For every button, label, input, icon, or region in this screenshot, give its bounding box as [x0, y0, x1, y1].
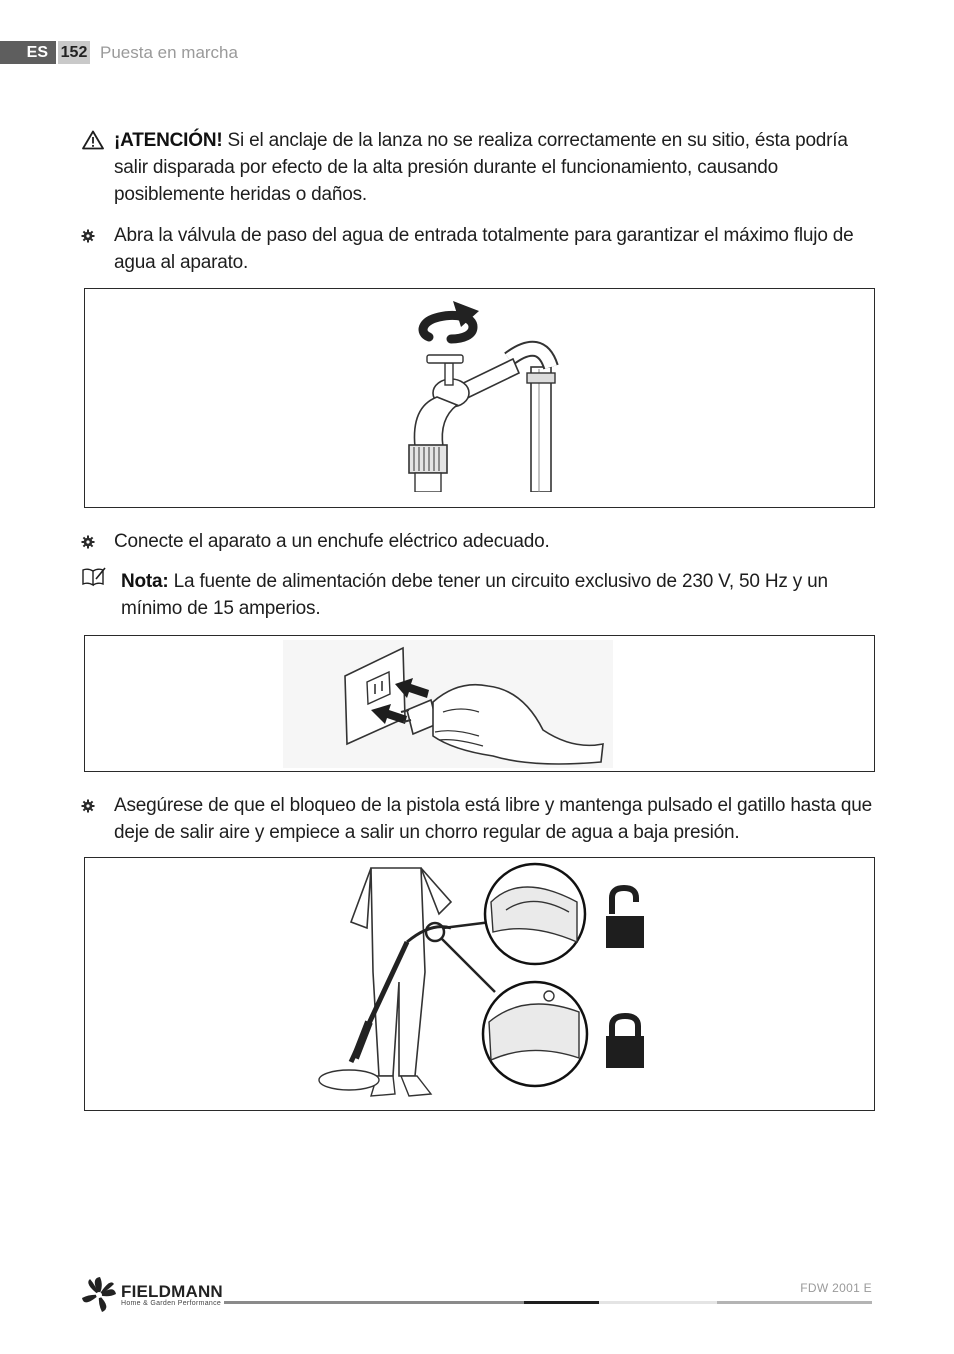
note-text: La fuente de alimentación debe tener un circuito exclusivo de 230 V, 50 Hz y un mínimo de 15 amperios.: [121, 571, 828, 619]
plug-socket-illustration: [283, 640, 613, 768]
gear-bullet-icon: [81, 535, 95, 549]
figure-gun-lock: [84, 857, 875, 1111]
model-code: FDW 2001 E: [800, 1281, 872, 1295]
page-number: 152: [58, 41, 90, 64]
figure-power-plug: [84, 635, 875, 772]
bullet-2-text: Conecte el aparato a un enchufe eléctrico adecuado.: [114, 531, 550, 552]
warning-paragraph: [114, 127, 874, 208]
note-pencil-icon: [82, 567, 106, 587]
note-paragraph: [121, 568, 874, 622]
brand-name: FIELDMANN: [121, 1282, 223, 1301]
gear-bullet-icon: [81, 799, 95, 813]
bullet-1-text: Abra la válvula de paso del agua de entrada totalmente para garantizar el máximo flujo de agua al aparato.: [114, 225, 854, 273]
language-tab: ES: [0, 41, 56, 64]
warning-label: ¡ATENCIÓN!: [114, 130, 223, 151]
footer-rule-mid: [717, 1301, 872, 1304]
section-title: Puesta en marcha: [100, 43, 238, 62]
fieldmann-logo-icon: [80, 1276, 118, 1314]
brand-tagline: Home & Garden Performance: [121, 1300, 222, 1307]
bullet-3-text: Asegúrese de que el bloqueo de la pistola está libre y mantenga pulsado el gatillo hasta que deje de salir aire y empiece a salir un chorro regular de agua a baja presión.: [114, 795, 872, 843]
warning-triangle-icon: [82, 130, 104, 150]
gear-bullet-icon: [81, 229, 95, 243]
figure-water-tap: [84, 288, 875, 508]
footer-rule-gray: [224, 1301, 524, 1304]
padlock-open-icon: [602, 884, 648, 952]
padlock-closed-icon: [602, 1012, 648, 1072]
footer-rule-light: [599, 1301, 717, 1304]
gun-lock-illustration: [311, 862, 651, 1106]
warning-text: Si el anclaje de la lanza no se realiza correctamente en su sitio, ésta podría salir disparada por efecto de la alta presión durante el funcionamiento, causando posiblemente heridas o daños.: [114, 130, 848, 205]
water-tap-illustration: [401, 297, 561, 492]
note-label: Nota:: [121, 571, 169, 592]
footer-rule-dark: [524, 1301, 599, 1304]
